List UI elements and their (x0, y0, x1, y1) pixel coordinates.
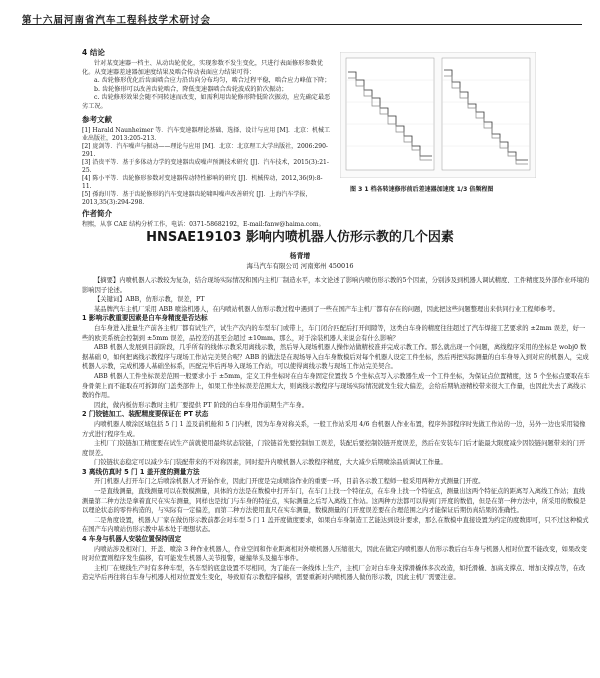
article-body (82, 276, 590, 583)
article-author: 杨青增 (289, 252, 311, 260)
author-intro-text: 程熙，从事 CAE 结构分析工作，电话：0371-58682192，E-mail:fanw@haima.com。 (82, 220, 325, 228)
intro-paragraph: 某品牌汽车主机厂采用 ABB 喷涂机器人，在内喷站机器人仿形示教过程中遇到了一些在国产车主机厂都有存在的问题，因此把这些问题整理出来供同行业工程师参考。 (94, 305, 559, 313)
section-heading: 2 门铰链加工、装配精度要保证在 PT 状态 (82, 410, 209, 419)
section-heading: 3 离线仿真时 5 门 1 盖开度的测量方法 (82, 467, 200, 476)
section-heading: 4 车身与机器人安装位置保持固定 (82, 535, 182, 544)
conclusion-intro: 针对某变速器一档主、从动齿轮优化，实现参数不发生变化，只进行表面修形参数优化。从变速器差速器加速度结果及啮合传动表面应力结果可得： (82, 60, 323, 76)
conclusion-point: c. 齿轮修形效果会随不同转速而改变，如需利用齿轮修形降低阶次振动，应先确定最恶劣工况。 (82, 94, 331, 110)
reference-item: [5] 孫海川等．基于齿轮修形的汽车变速器齿轮啸叫噪声改善研究 [J]．上海汽车学报，2013,35(3):294-298. (82, 190, 312, 206)
paragraph: 主机厂在规线生产时有多种车型，各车型的底盘设置不尽相同，为了能在一条线体上生产，主机厂会对白车身支撑滑橇体多次改造，如托滑橇、加高支撑点、增加支撑点等，在改造完毕后再往将白车身与机器人相对位置发生变化，导致原有示教程序偏移，需要重新对内喷机器人做仿形示教，因此主机厂需要注意。 (82, 564, 586, 582)
reference-item: [4] 陈小平等．齿轮修形参数对变速器传动特性影响的研究 [J]．机械传动，2012,36(9):8-11. (82, 174, 323, 190)
references-heading: 参考文献 (82, 114, 112, 124)
paragraph: ABB 机器人工件坐标误差范围一般要求小于 ±5mm，定义工件坐标时在白车身固定位置找 5 个坐标点写入示教器生成一个工件坐标，为保证点位置精度，这 5 个坐标点要取在车身骨架上而不能取在可拆卸的门盖类部件上，如果工作坐标误差范围太大，则离线示教程序与现场实际情况就发生较大偏差，会给后期轨迹精校带来很大工作量，也因此失去了离线示教的作用。 (82, 372, 590, 400)
figure-gear-acceleration (340, 52, 536, 178)
conclusion-heading: 4 结论 (82, 48, 105, 57)
previous-article-tail (82, 47, 332, 229)
author-intro-heading: 作者简介 (82, 208, 112, 218)
paragraph: 开门机器人打开车门之后喷涂机器人才开始作业，因此门开度是完成喷涂作业的重要一环，目前各示教工程师一般采用两种方式测量门开度。 (94, 478, 485, 486)
paragraph: 因此，做内板仿形示教时主机厂要提供 PT 阶段的白车身用作前期生产车身。 (94, 401, 308, 409)
paragraph: 内喷机器人喷涂区域包括 5 门 1 盖及前机舱和 5 门内框，因为车身对称关系，一般工作站采用 4/6 台机器人作业布置，程序外部程序时先做工作站的一边，另外一边也采用镜像方式进行程序生成。 (82, 420, 586, 438)
paragraph: 主机厂门铰链加工精度要在试生产前就使用最终状态铰链，门铰链首先要控制加工误差，装配后要控制铰链开度误差，然后在安装车门后才能最大限度减少因铰链问题带来的门开度误差。 (82, 440, 586, 457)
running-header (22, 8, 582, 25)
figure-panel-left (346, 58, 434, 170)
figure-panel-right (442, 58, 530, 170)
conclusion-point: a. 齿轮修形优化后齿面啮合应力沿齿向分布均匀，啮合过程平稳，啮合应力峰值下降； (94, 77, 331, 85)
conclusion-point: b. 齿轮修形可以改善齿轮啮合，降低变速器啮合齿轮波成的阶次振动； (94, 85, 288, 93)
figure-caption: 图 3 1 档各转速修形前后差速器加速度 1/3 倍频程图 (350, 186, 494, 193)
section-heading: 1 影响示教重要因素是白车身精度是否达标 (82, 314, 208, 323)
abstract: 【摘要】内喷机器人示教较为复杂，结合现场实际情况和国内主机厂制造水平，本文论述了影响内喷仿形示教的5个因素，分别涉及到机器人调试精度、工件精度及外部作业环境的影响因子论述。 (82, 277, 590, 294)
paragraph: 门铰链状态稳定可以减少车门装配带来的不对称因素，同时提升内喷机器人示教程序精度，大大减少后期喷涂品质调试工作量。 (94, 459, 447, 467)
conference-title: 第十六届河南省汽车工程科技学术研讨会 (22, 15, 212, 26)
article-title: HNSAE19103 影响内喷机器人仿形示教的几个因素 (146, 230, 454, 245)
paragraph: 一是直线测量，直线测量可以在数模测量，具体的方法是在数模中打开车门，在车门上找一个特征点，在车身上找一个特征点，测量出这两个特征点的距离写入离线工作站；直线测量第二种方法是拿着直尺在实车测量，同样也是找门与车身的特征点，实际测量之后写入离线工作站。这两种方法都可以得到门开度的数值，但是在第一种方法中，所采用的数模是以理论状态的零件构造的，与实际有一定偏差，而第二种方法使用直尺在实车测量，数模测量的门开度误差要在合理范围之内才能保证后期仿真结果的准确性。 (82, 488, 586, 515)
reference-item: [3] 沿贵平等．基于多体动力学的变速器齿成噪声预测技术研究 [J]．汽车技术，2015(3):21-25. (82, 158, 329, 174)
reference-item: [1] Harald Naunheimer 等．汽车变速器理论基础、选择、设计与应用 [M]．北京：机械工业出版社，2013:205-213. (82, 126, 330, 142)
paragraph: 内喷站涉及相对门、开盖、喷涂 3 种作业机器人，作业空间和作业距离相对外喷机器人压缩很大，因此在做定内喷机器人仿形示教后白车身与机器人相对位置不能改变，如果改变时对位置则程序发生偏移，有可能发生机器人关节报警，碰撞举头及撞车事件。 (82, 545, 587, 563)
keywords: 【关键词】ABB，仿形示教，误差，PT (94, 296, 205, 304)
paragraph: 白车身进入批量生产前各主机厂都有试生产，试生产次内的车型车门或带上，车门闭合匹配后打开间隙等，这类白车身的精度往往超过了汽车焊接工艺要求的 ±2mm 误差，好一些的欧美系统会控制到 ±5mm 误差，品控差的甚至会超过 ±10mm。那么，对于涂装机器人来说会有什么影响？ (82, 324, 586, 342)
article-affiliation: 海马汽车有限公司 河南郑州 450016 (246, 262, 354, 270)
paragraph: ABB 机器人发展到目前阶段，几乎所有的线体示教采用离线示教，然后导入现场机器人操作站做精校准并完成示教工作。那么就出现一个问题，离线程序采用的坐标是 wobj0 数据基础 0，如何把离线示教程序与现场工作站完美契合呢？ABB 的做法是在现场导入白车身数模后对每个机器人设定工件坐标，然后再把实际测量的白车身导入到对应的机器人，完成机器人示教，完成机器人基础坐标系，匹配完毕后再导入现场工作站，可以使得离线示教与现场工作站完美契合。 (82, 344, 589, 371)
paragraph: 二是角度设置，机器人厂家在做仿形示教前都会对车型 5 门 1 盖开度做度要求，如果白车身制造工艺能达到设计要求，那么在数模中直接设置为约定的度数即可，只不过这种模式在国产车内喷站仿形示教中基本处于理想状态。 (82, 516, 589, 534)
reference-item: [2] 庞剑等．汽车噪声与振动——理论与应用 [M]．北京：北京理工大学出版社，2006:290-291. (82, 142, 328, 158)
